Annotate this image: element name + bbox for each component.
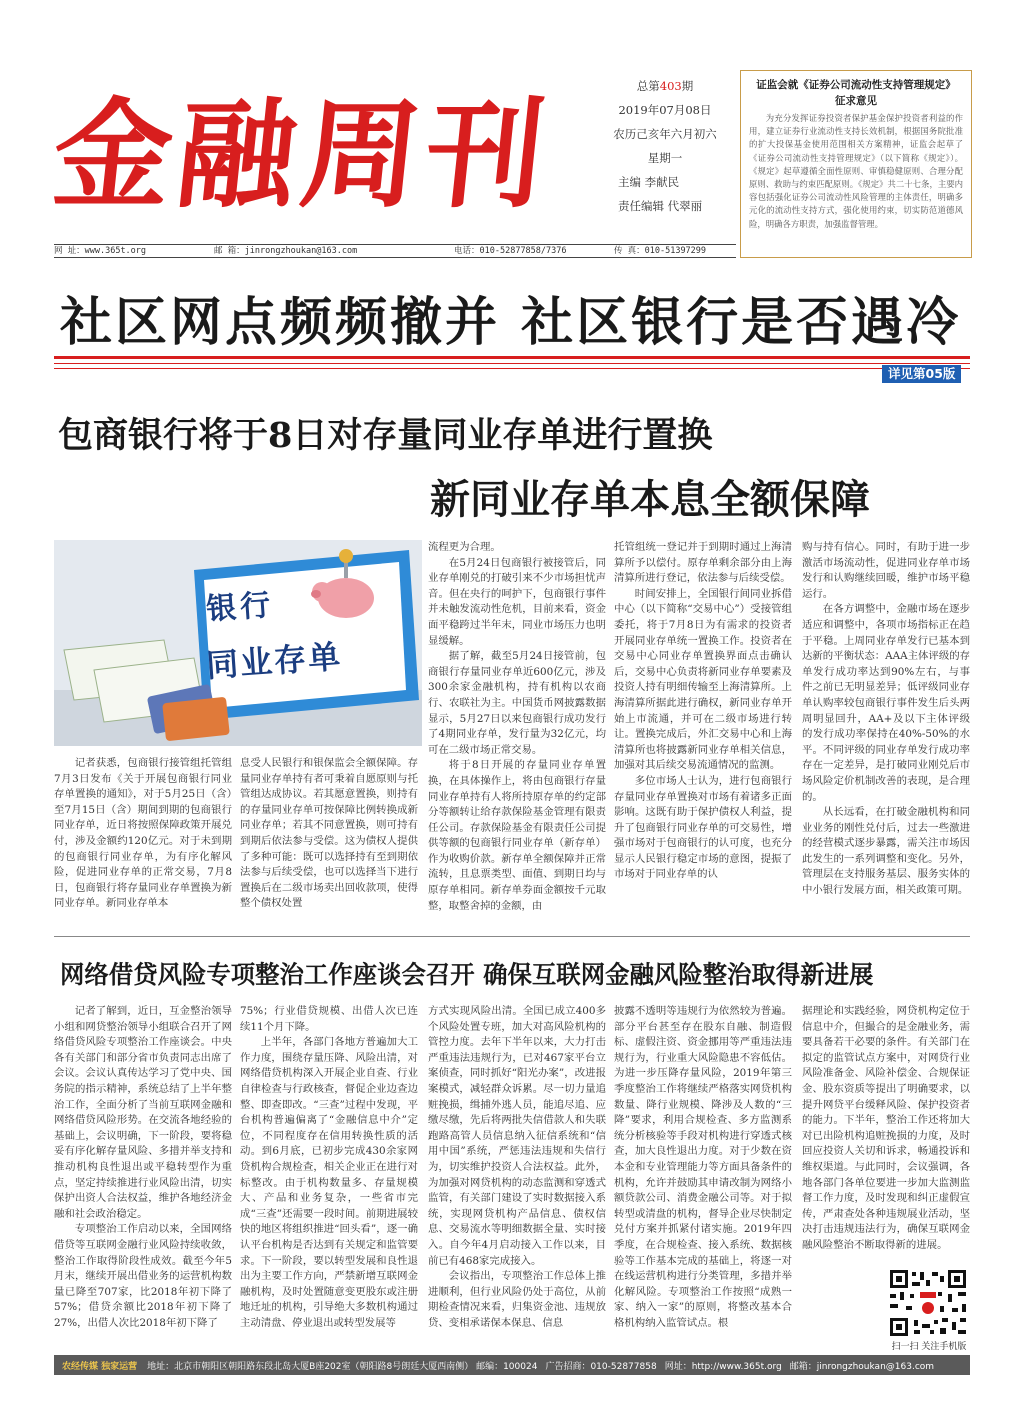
- article1-col2-text: 息受人民银行和银保监会全额保障。存量同业存单持有者可秉着自愿原则与托管组达成协议。若其愿意置换，则持有的存量同业存单可按保障比例转换成新同业存单；若其不同意置换，则可持有到期后依法参与受偿。这为债权人提供了多种可能：既可以选择持有至到期依法参与后续受偿，也可以选择当下进行置换后在二级市场卖出回收款项，使得整个债权处置: [240, 757, 418, 910]
- see-more-link[interactable]: 详见第05版: [882, 365, 961, 383]
- article1-col3: [428, 540, 606, 928]
- article2-col1-p2: 专项整治工作启动以来，全国网络借贷等互联网金融行业风险持续收敛，整治工作取得阶段性成效。截至今年5月末，继续开展出借业务的运营机构数量已降至707家，比2018年初下降了57%；借贷余额比2018年初下降了27%，出借人次比2018年初下降了: [54, 1223, 232, 1329]
- article-photo: [54, 540, 422, 746]
- article1-col3-p4: 将于8日开展的存量同业存单置换，在具体操作上，将由包商银行存量同业存单持有人将所持原存单的约定部分等额转让给存款保险基金管理有限责任公司。存款保险基金有限责任公司提供等额的包商银行同业存单（新存单）作为收购价款。新存单全额保障并正常流转，且息票类型、面值、到期日均与原存单相同。新存单券面金额按千元取整，取整舍掉的金额，由: [428, 759, 606, 912]
- footer-bar: [54, 1355, 970, 1375]
- headline-2-line1[interactable]: 包商银行将于8日对存量同业存单进行置换: [58, 415, 713, 456]
- qr-caption: 扫一扫 关注手机版: [891, 1342, 967, 1352]
- qr-code-icon: [886, 1268, 970, 1338]
- qr-code[interactable]: [886, 1268, 970, 1338]
- masthead: [46, 70, 970, 250]
- lunar-date: 农历己亥年六月初六: [613, 127, 717, 141]
- headline-1[interactable]: 社区网点频频撤并 社区银行是否遇冷: [60, 293, 962, 353]
- article1-col3-p3: 据了解，截至5月24日接管前，包商银行存量同业存单近600亿元，涉及300余家金融机构，持有机构以农商行、农联社为主。中国货币网披露数据显示，5月27日以来包商银行成功发行了4期同业存单，发行量为32亿元，均可在二级市场正常交易。: [428, 650, 606, 756]
- notice-subtitle: 征求意见: [835, 95, 877, 107]
- photo-label-bank: 银行: [205, 587, 276, 628]
- section-divider: [54, 936, 970, 937]
- article1-col4: [614, 540, 792, 928]
- article2-col2-p1: 75%；行业借贷规模、出借人次已连续11个月下降。: [240, 1005, 418, 1033]
- issue-number-value: 403: [659, 79, 682, 93]
- footer-website[interactable]: 网址：http://www.365t.org: [664, 1361, 782, 1372]
- article2-col1-p1: 记者了解到，近日，互金整治领导小组和网贷整治领导小组联合召开了网络借贷风险专项整治工作座谈会。中央各有关部门和部分省市负责同志出席了会议。会议认真传达学习了党中央、国务院的指示精神，系统总结了上半年整治工作，全面分析了当前互联网金融和网络借贷风险形势。在交流各地经验的基础上，会议明确，下一阶段，要将稳妥有序化解存量风险、多措并举支持和推动机构良性退出或平稳转型作为重点，坚定持续推进行业风险出清，切实保护出资人合法权益，维护各地经济金融和社会政治稳定。: [54, 1005, 232, 1220]
- issue-suffix: 期: [681, 79, 694, 93]
- article1-col5: [802, 540, 970, 928]
- article2-col2-p2: 上半年，各部门各地方普遍加大工作力度，围绕存量压降、风险出清，对网络借贷机构深入开展企业自查、行业自律检查与行政核查，督促企业边查边整、即查即改。“三查”过程中发现，平台机构普遍偏离了“金融信息中介”定位，不同程度存在信用转换性质的活动。到6月底，已初步完成430余家网贷机构合规检查，相关企业正在进行对标整改。由于机构数量多、存量规模大、产品和业务复杂，一些省市完成“三查”还需要一段时间。前期进展较快的地区将组织推进“回头看”，逐一确认平台机构是否达到有关规定和监管要求。下一阶段，要以转型发展和良性退出为主要工作方向，严禁新增互联网金融机构，及时处置随意变更股东或注册地迁址的机构，引导绝大多数机构通过主动清盘、停业退出或转型发展等: [240, 1036, 418, 1329]
- article1-col5-p1: 购与持有信心。同时，有助于进一步激活市场流动性，促进同业存单市场发行和认购继续回暖，维护市场平稳运行。: [802, 541, 970, 600]
- phone-info: 电话：010-52877858/7376: [454, 246, 567, 256]
- headline-2-line2[interactable]: 新同业存单本息全额保障: [430, 476, 870, 523]
- article2-col5: [802, 1004, 970, 1266]
- article1-col5-p2: 在各方调整中，金融市场在逐步适应和调整中，各项市场指标正在趋于平稳。上周同业存单发行已基本到达新的平衡状态：AAA主体评级的存单发行成功率达到90%左右，与事件之前已无明显差异；低评级同业存单认购率较包商银行事件发生后头两周明显回升，AA+及以下主体评级的发行成功率保持在40%-50%的水平。不同评级的同业存单发行成功率存在一定差异，是打破同业刚兑后市场风险定价机制改善的表现，是合理的。: [802, 603, 970, 803]
- article2-col3: [428, 1004, 606, 1348]
- notice-body: 为充分发挥证券投资者保护基金保护投资者利益的作用，建立证券行业流动性支持长效机制，根据国务院批准的扩大投保基金使用范围相关方案精神，证监会起草了《证券公司流动性支持管理规定》（以下简称《规定》）。《规定》起草遵循全面性原则、审慎稳健原则、合理分配原则、救助与约束匹配原则。《规定》共二十七条，主要内容包括强化证券公司流动性风险管理的主体责任，明确多元化的流动性支持方式，强化使用约束，切实防范道德风险，明确各方职责，加强监督管理。: [749, 113, 963, 229]
- weekday: 星期一: [647, 151, 683, 165]
- issue-prefix: 总第: [636, 79, 660, 93]
- article1-col4-p2: 时间安排上，全国银行间同业拆借中心（以下简称“交易中心”）受接管组委托，将于7月8日为有需求的投资者开展同业存单统一置换工作。投资者在交易中心同业存单置换界面点击确认后，交易中心负责将新同业存单要素及投资人持有明细传输至上海清算所。上海清算所据此进行确权，新同业存单开始上市流通，并可在二级市场进行转让。置换完成后，外汇交易中心和上海清算所也将披露新同业存单相关信息，加强对其后续交易流通情况的监测。: [614, 587, 792, 772]
- fax-info: 传 真：010-51397299: [614, 246, 707, 256]
- footer-address: 地址：北京市朝阳区朝阳路东段北岛大厦B座202室（朝阳路8号朗廷大厦西南侧） 邮编：100024: [147, 1361, 538, 1372]
- article1-col3-p2: 在5月24日包商银行被接管后，同业存单刚兑的打破引来不少市场担忧声音。但在央行的呵护下，包商银行事件并未触发流动性危机，目前来看，资金面平稳跨过半年末，同业市场压力也明显缓解。: [428, 556, 606, 647]
- notice-title: 证监会就《证券公司流动性支持管理规定》: [756, 79, 956, 91]
- issue-number: [600, 74, 730, 98]
- issue-info: [600, 74, 730, 218]
- article1-col3-p1: 流程更为合理。: [428, 541, 501, 553]
- chief-editor: 主编 李献民: [618, 175, 680, 189]
- article1-col4-p1: 托管组统一登记并于到期时通过上海清算所予以偿付。原存单剩余部分由上海清算所进行登记，依法参与后续受偿。: [614, 541, 792, 585]
- footer-brand: 农经传媒 独家运营: [62, 1361, 138, 1372]
- article2-col5-p1: 据理论和实践经验，网贷机构定位于信息中介，但撮合的是金融业务，需要具备若干必要的条件。有关部门在拟定的监管试点方案中，对网贷行业风险准备金、风险补偿金、合规保证金、股东资质等提出了明确要求，以提升网贷平台缓释风险、保护投资者的能力。下半年，整治工作还将加大对已出险机构追赃挽损的力度，及时回应投资人关切和诉求，畅通投诉和维权渠道。与此同时，会议强调，各地各部门各单位要进一步加大监测监督工作力度，及时发现和纠正虚假宣传，严肃查处各种违规展业活动，坚决打击违规违法行为，确保互联网金融风险整治不断取得新的进展。: [802, 1005, 970, 1251]
- article1-col1-text: 记者获悉，包商银行接管组托管组7月3日发布《关于开展包商银行同业存单置换的通知》，对于5月25日（含）至7月15日（含）期间到期的包商银行同业存单，近日将按照保障政策开展兑付，涉及金额约120亿元。对于未到期的包商银行同业存单，为有序化解风险，促进同业存单的正常交易，7月8日，包商银行将存量同业存单置换为新同业存单。新同业存单本: [54, 757, 232, 910]
- article2-col4-p1: 披露不透明等违规行为依然较为普遍。部分平台甚至存在股东自融、制造假标、虚假注资、资金挪用等严重违法违规行为，行业重大风险隐患不容低估。为进一步压降存量风险，2019年第三季度整治工作将继续严格落实网贷机构数量、降行业规模、降涉及人数的“三降”要求，利用合规检查、多方监测系统分析核验等手段对机构进行穿透式核查，加大良性退出力度。对于少数在资本金和专业管理能力等方面具备条件的机构，允许并鼓励其申请改制为网络小额贷款公司、消费金融公司等。对于拟转型或清盘的机构，督导企业尽快制定兑付方案并抓紧付诸实施。2019年四季度，在合规检查、接入系统、数据核验等工作基本完成的基础上，将逐一对在线运营机构进行分类管理，多措并举化解风险。专项整治工作按照“成熟一家、纳入一家”的原则，将整改基本合格机构纳入监管试点。根: [614, 1005, 792, 1329]
- newspaper-logo: 金融周刊: [46, 85, 558, 224]
- email-info[interactable]: 邮 箱：jinrongzhoukan@163.com: [214, 246, 358, 256]
- duty-editor: 责任编辑 代翠丽: [618, 199, 703, 213]
- notice-box: [740, 70, 972, 258]
- article2-col1: [54, 1004, 232, 1348]
- photo-label-cd: 同业存单: [204, 637, 344, 685]
- article2-col3-p2: 会议指出，专项整治工作总体上推进顺利，但行业风险仍处于高位，从前期检查情况来看，归集资金池、违规放贷、变相承诺保本保息、信息: [428, 1270, 606, 1329]
- article2-col2: [240, 1004, 418, 1348]
- article1-col2: [240, 756, 418, 928]
- issue-date: 2019年07月08日: [618, 103, 712, 117]
- footer-email[interactable]: 邮箱：jinrongzhoukan@163.com: [789, 1361, 935, 1372]
- contact-bar: [54, 244, 736, 258]
- article2-col3-p1: 方式实现风险出清。全国已成立400多个风险处置专班，加大对高风险机构的管控力度。去年下半年以来，大力打击严重违法违规行为，已对467家平台立案侦查，同时抓好“阳光办案”，改进报案模式，减轻群众诉累。尽一切力量追赃挽损，缉捕外逃人员，能追尽追、应缴尽缴，先后将两批失信借款人和失联跑路高管人员信息纳入征信系统和“信用中国”系统，严惩违法违规和失信行为，切实维护投资人合法权益。此外，为加强对网贷机构的动态监测和穿透式监管，有关部门建设了实时数据接入系统，实现网贷机构产品信息、债权信息、交易流水等明细数据全量、实时接入。自今年4月启动接入工作以来，目前已有468家完成接入。: [428, 1005, 606, 1267]
- article1-col5-p3: 从长远看，在打破金融机构和同业业务的刚性兑付后，过去一些激进的经营模式逐步暴露，需关注市场因此发生的一系列调整和变化。另外，管理层在支持服务基层、服务实体的中小银行发展方面，相关政策可期。: [802, 806, 970, 897]
- website-info[interactable]: 网 址：www.365t.org: [54, 246, 147, 256]
- article1-col4-p3: 多位市场人士认为，进行包商银行存量同业存单置换对市场有着诸多正面影响。这既有助于保护债权人利益，提升了包商银行同业存单的可交易性，增强市场对于包商银行的认可度，也充分显示人民银行稳定市场的意图，提振了市场对于同业存单的认: [614, 774, 792, 881]
- headline-3[interactable]: 网络借贷风险专项整治工作座谈会召开 确保互联网金融风险整治取得新进展: [60, 960, 874, 989]
- article2-col4: [614, 1004, 792, 1348]
- headline-rule: [54, 356, 970, 369]
- article1-col1: [54, 756, 232, 928]
- footer-ads: 广告招商：010-52877858: [545, 1361, 657, 1372]
